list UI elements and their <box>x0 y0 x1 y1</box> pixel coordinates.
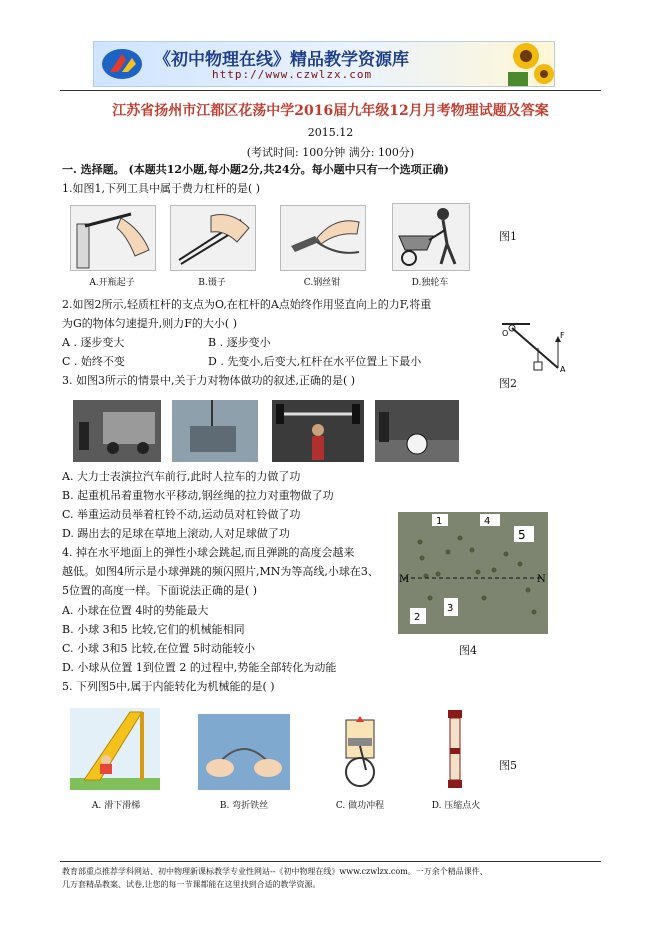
q2-figure <box>500 318 566 374</box>
fig4-label-n: N <box>537 574 546 585</box>
wheelbarrow-icon <box>393 204 469 270</box>
q3-option-b: B. 起重机吊着重物水平移动,钢丝绳的拉力对重物做了功 <box>62 489 334 502</box>
header-banner <box>93 41 555 87</box>
q1-caption-b: B.镊子 <box>198 278 226 288</box>
q4-stem-line1: 4. 掉在水平地面上的弹性小球会跳起,而且弹跳的高度会越来 <box>62 546 355 559</box>
q2-stem-line1: 2.如图2所示,轻质杠杆的支点为O,在杠杆的A点始终作用竖直向上的力F,将重 <box>62 298 432 311</box>
fig4-label-1: 1 <box>436 516 443 527</box>
bottle-opener-icon <box>71 206 155 270</box>
header-divider <box>60 90 601 91</box>
q3-option-a: A. 大力士表演拉汽车前行,此时人拉车的力做了功 <box>62 470 301 483</box>
q2-stem-line2: 为G的物体匀速提升,则力F的大小( ) <box>62 317 237 330</box>
q4-stem-line2: 越低。如图4所示是小球弹跳的频闪照片,MN为等高线,小球在3、 <box>62 565 379 578</box>
exam-info: (考试时间: 100分钟 满分: 100分) <box>246 146 415 159</box>
q3-photo-a <box>73 400 161 462</box>
lever-diagram <box>500 318 566 374</box>
sunflower-icon <box>496 42 554 86</box>
fig4-label-4: 4 <box>484 516 491 527</box>
site-logo-icon <box>100 46 144 82</box>
q1-caption-d: D.独轮车 <box>411 278 449 288</box>
q1-stem: 1.如图1,下列工具中属于费力杠杆的是( ) <box>62 182 261 195</box>
fig4-label-5: 5 <box>518 528 526 542</box>
fig4-label-2: 2 <box>414 612 421 623</box>
q3-stem: 3. 如图3所示的情景中,关于力对物体做功的叙述,正确的是( ) <box>62 374 356 387</box>
q3-option-c: C. 举重运动员举着杠铃不动,运动员对杠铃做了功 <box>62 508 301 521</box>
q3-photo-c <box>272 400 364 462</box>
fire-syringe-icon <box>440 708 470 792</box>
q3-photo-d <box>375 400 459 462</box>
q2-option-c: C . 始终不变 <box>62 355 125 368</box>
q5-stem: 5. 下列图5中,属于内能转化为机械能的是( ) <box>62 680 275 693</box>
q5-caption-d: D. 压缩点火 <box>431 801 481 811</box>
q4-option-b: B. 小球 3和5 比较,它们的机械能相同 <box>62 623 245 636</box>
q5-caption-b: B. 弯折铁丝 <box>219 801 269 811</box>
soccer-ball-photo <box>375 400 459 462</box>
q2-option-b: B . 逐步变小 <box>208 336 271 349</box>
q3-photo-b <box>172 400 258 462</box>
fig4-label-m: M <box>399 574 410 585</box>
q3-option-d: D. 踢出去的足球在草地上滚动,人对足球做了功 <box>62 527 290 540</box>
banner-title: 《初中物理在线》精品教学资源库 <box>154 50 409 70</box>
pliers-icon <box>281 206 365 270</box>
q5-caption-a: A. 滑下滑梯 <box>91 801 141 811</box>
fig2-label-a: A <box>560 365 566 374</box>
q5-figure-c <box>330 714 390 790</box>
banner-url: http://www.czwlzx.com <box>212 68 373 81</box>
crane-load-photo <box>172 400 258 462</box>
q5-figure-d <box>440 708 470 792</box>
truck-pull-photo <box>73 400 161 462</box>
q1-figure-b <box>170 205 256 271</box>
q1-caption-a: A.开瓶起子 <box>89 278 135 288</box>
page-title: 江苏省扬州市江都区花荡中学2016届九年级12月月考物理试题及答案 <box>112 103 549 119</box>
q4-figure <box>398 512 548 634</box>
q5-caption-c: C. 做功冲程 <box>335 801 385 811</box>
q2-option-d: D . 先变小,后变大,杠杆在水平位置上下最小 <box>208 355 422 368</box>
q4-option-c: C. 小球 3和5 比较,在位置 5时动能较小 <box>62 642 255 655</box>
q1-caption-c: C.钢丝钳 <box>303 278 341 288</box>
q4-option-d: D. 小球从位置 1到位置 2 的过程中,势能全部转化为动能 <box>62 661 337 674</box>
exam-date: 2015.12 <box>307 126 354 139</box>
q5-figure-b <box>198 714 290 790</box>
q5-fig-label: 图5 <box>499 759 517 772</box>
fig2-label-f: F <box>560 331 565 340</box>
q4-stem-line3: 5位置的高度一样。下面说法正确的是( ) <box>62 584 258 597</box>
slide-icon <box>70 708 160 790</box>
engine-cylinder-icon <box>330 714 390 790</box>
weightlifter-photo <box>272 400 364 462</box>
bouncing-ball-photo <box>398 512 548 634</box>
q4-option-a: A. 小球在位置 4时的势能最大 <box>62 604 209 617</box>
q5-figure-a <box>70 708 160 790</box>
q1-figure-d <box>392 203 470 271</box>
tweezers-icon <box>171 206 255 270</box>
q2-fig-label: 图2 <box>499 377 517 390</box>
q1-figure-c <box>280 205 366 271</box>
fig4-label-3: 3 <box>447 603 454 614</box>
q1-figure-a <box>70 205 156 271</box>
q2-option-a: A . 逐步变大 <box>62 336 125 349</box>
q1-fig-label: 图1 <box>499 230 517 243</box>
q4-fig-label: 图4 <box>459 644 477 657</box>
footer-line2: 几万套精品教案、试卷,让您的每一节课都能在这里找到合适的教学资源。 <box>62 880 321 889</box>
footer-divider <box>60 861 601 862</box>
bending-wire-icon <box>198 714 290 790</box>
footer-line1: 教育部重点推荐学科网站、初中物理新课标教学专业性网站--《初中物理在线》www.czwlzx.com。一万余个精品课件、 <box>62 867 488 876</box>
section-heading: 一. 选择题。 (本题共12小题,每小题2分,共24分。每小题中只有一个选项正确) <box>62 163 449 176</box>
fig2-label-o: O <box>502 329 509 338</box>
